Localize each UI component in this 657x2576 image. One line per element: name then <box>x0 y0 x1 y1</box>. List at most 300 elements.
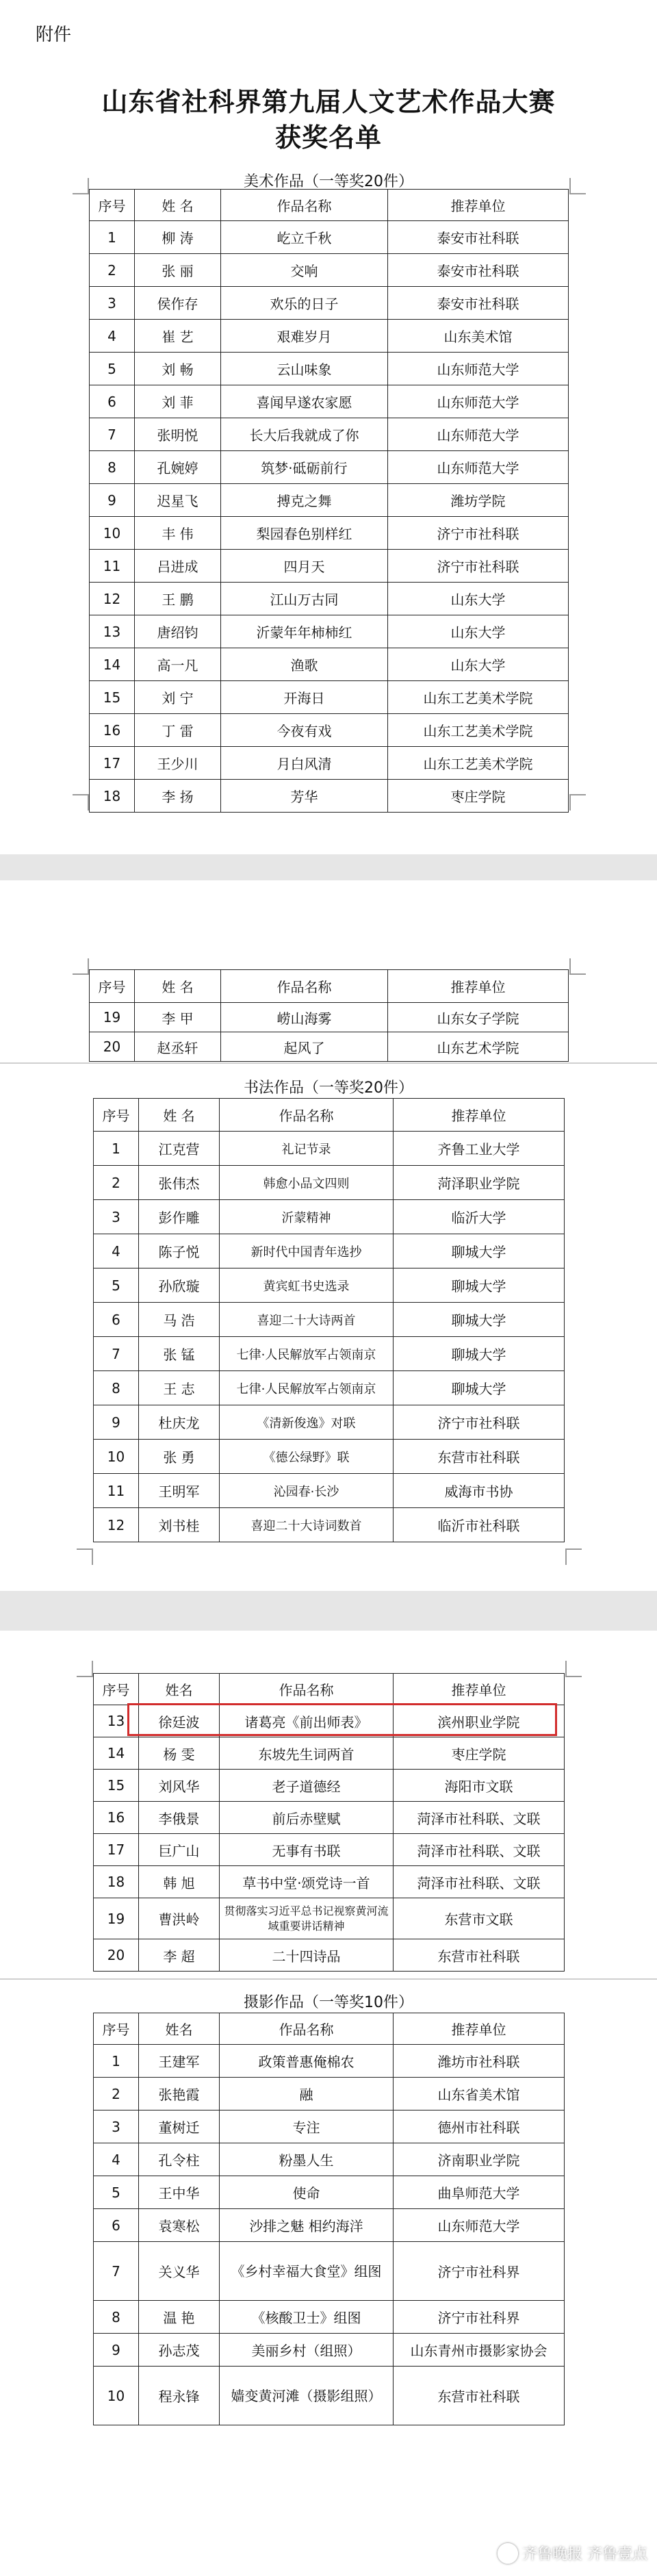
unit-cell: 泰安市社科联 <box>388 287 569 320</box>
table-header-row <box>90 970 569 1003</box>
document-subtitle: 获奖名单 <box>274 123 382 153</box>
document-page-3 <box>0 1631 657 2576</box>
seq-cell: 16 <box>94 1802 139 1834</box>
name-cell: 崔 艺 <box>135 320 221 353</box>
unit-cell: 菏泽市社科联、文联 <box>394 1834 565 1866</box>
crop-mark <box>73 958 89 975</box>
unit-cell: 山东师范大学 <box>388 353 569 385</box>
work-cell: 融 <box>220 2078 394 2110</box>
seq-cell: 13 <box>94 1705 139 1737</box>
table-row <box>94 2209 565 2242</box>
work-cell: 筑梦·砥砺前行 <box>221 451 388 484</box>
unit-cell: 菏泽市社科联、文联 <box>394 1802 565 1834</box>
unit-cell: 菏泽职业学院 <box>394 1166 565 1200</box>
crop-mark <box>569 794 586 811</box>
annex-label: 附件 <box>36 25 72 45</box>
name-cell: 王建军 <box>139 2045 220 2078</box>
name-cell: 张明悦 <box>135 418 221 451</box>
work-cell: 芳华 <box>221 780 388 813</box>
seq-cell: 3 <box>94 2110 139 2143</box>
work-cell: 《德公绿野》联 <box>220 1440 394 1474</box>
seq-cell: 7 <box>94 1337 139 1371</box>
name-cell: 张伟杰 <box>139 1166 220 1200</box>
table-row <box>90 714 569 747</box>
table-header-row <box>94 1674 565 1705</box>
work-cell: 《乡村幸福大食堂》组图 <box>220 2242 394 2301</box>
table-row <box>94 1834 565 1866</box>
name-cell: 董树迁 <box>139 2110 220 2143</box>
name-cell: 张 丽 <box>135 254 221 287</box>
seq-cell: 12 <box>90 583 135 615</box>
work-cell: 艰难岁月 <box>221 320 388 353</box>
unit-cell: 山东大学 <box>388 648 569 681</box>
work-cell: 美丽乡村（组照） <box>220 2334 394 2367</box>
table-row <box>90 385 569 418</box>
seq-cell: 14 <box>94 1737 139 1770</box>
header-unit: 推荐单位 <box>394 2013 565 2045</box>
table-row <box>94 1303 565 1337</box>
seq-cell: 2 <box>94 1166 139 1200</box>
name-cell: 李俄景 <box>139 1802 220 1834</box>
table-row <box>94 1268 565 1303</box>
table-row <box>94 1770 565 1802</box>
header-unit: 推荐单位 <box>388 190 569 221</box>
unit-cell: 济宁市社科联 <box>388 550 569 583</box>
work-cell: 沂蒙年年柿柿红 <box>221 615 388 648</box>
work-cell: 喜迎二十大诗两首 <box>220 1303 394 1337</box>
page-divider-line <box>0 1062 657 1064</box>
seq-cell: 15 <box>94 1770 139 1802</box>
seq-cell: 8 <box>94 2301 139 2334</box>
document-title: 山东省社科界第九届人文艺术作品大赛 <box>101 87 556 117</box>
unit-cell: 泰安市社科联 <box>388 221 569 254</box>
seq-cell: 3 <box>90 287 135 320</box>
name-cell: 柳 涛 <box>135 221 221 254</box>
art-caption: 美术作品（一等奖20件） <box>244 173 413 190</box>
art-table-part1 <box>89 189 569 813</box>
work-cell: 粉墨人生 <box>220 2143 394 2176</box>
name-cell: 李 甲 <box>135 1003 221 1032</box>
work-cell: 喜闻早遂农家愿 <box>221 385 388 418</box>
table-row <box>94 2045 565 2078</box>
table-row <box>90 681 569 714</box>
name-cell: 侯作存 <box>135 287 221 320</box>
work-cell: 东坡先生词两首 <box>220 1737 394 1770</box>
unit-cell: 临沂大学 <box>394 1200 565 1234</box>
name-cell: 温 艳 <box>139 2301 220 2334</box>
crop-mark <box>77 1661 93 1677</box>
unit-cell: 山东师范大学 <box>394 2209 565 2242</box>
table-row <box>94 1939 565 1972</box>
header-unit: 推荐单位 <box>394 1099 565 1132</box>
work-cell: 无事有书联 <box>220 1834 394 1866</box>
table-row <box>90 451 569 484</box>
work-cell: 沙排之魅 相约海洋 <box>220 2209 394 2242</box>
header-work: 作品名称 <box>220 1674 394 1705</box>
work-cell: 礼记节录 <box>220 1132 394 1166</box>
work-cell: 专注 <box>220 2110 394 2143</box>
work-cell: 开海日 <box>221 681 388 714</box>
crop-mark <box>569 958 586 975</box>
name-cell: 刘书桂 <box>139 1508 220 1542</box>
table-row <box>94 1898 565 1939</box>
table-row <box>90 1032 569 1062</box>
seq-cell: 6 <box>90 385 135 418</box>
seq-cell: 20 <box>90 1032 135 1062</box>
name-cell: 张 锰 <box>139 1337 220 1371</box>
name-cell: 王 鹏 <box>135 583 221 615</box>
header-work: 作品名称 <box>221 190 388 221</box>
unit-cell: 海阳市文联 <box>394 1770 565 1802</box>
name-cell: 吕进成 <box>135 550 221 583</box>
table-row <box>94 1234 565 1268</box>
work-cell: 渔歌 <box>221 648 388 681</box>
name-cell: 韩 旭 <box>139 1866 220 1898</box>
page-gap <box>0 854 657 880</box>
name-cell: 王中华 <box>139 2176 220 2209</box>
seq-cell: 1 <box>94 1132 139 1166</box>
watermark <box>498 2542 647 2564</box>
seq-cell: 5 <box>90 353 135 385</box>
document-page-1 <box>0 0 657 854</box>
work-cell: 月白风清 <box>221 747 388 780</box>
seq-cell: 1 <box>94 2045 139 2078</box>
work-cell: 嫱变黄河滩（摄影组照） <box>220 2367 394 2425</box>
name-cell: 丁 雷 <box>135 714 221 747</box>
table-row <box>94 2143 565 2176</box>
work-cell: 政策普惠俺棉农 <box>220 2045 394 2078</box>
unit-cell: 济南职业学院 <box>394 2143 565 2176</box>
name-cell: 张 勇 <box>139 1440 220 1474</box>
document-page-2 <box>0 880 657 1591</box>
unit-cell: 山东工艺美术学院 <box>388 747 569 780</box>
watermark-text: 齐鲁晚报 齐鲁壹点 <box>522 2546 647 2563</box>
unit-cell: 聊城大学 <box>394 1268 565 1303</box>
table-row <box>94 2301 565 2334</box>
work-cell: 沂蒙精神 <box>220 1200 394 1234</box>
unit-cell: 潍坊学院 <box>388 484 569 517</box>
seq-cell: 12 <box>94 1508 139 1542</box>
name-cell: 王少川 <box>135 747 221 780</box>
work-cell: 沁园春·长沙 <box>220 1474 394 1508</box>
unit-cell: 齐鲁工业大学 <box>394 1132 565 1166</box>
crop-mark <box>565 1548 582 1565</box>
seq-cell: 9 <box>94 2334 139 2367</box>
table-row <box>90 747 569 780</box>
table-row <box>90 517 569 550</box>
work-cell: 喜迎二十大诗词数首 <box>220 1508 394 1542</box>
name-cell: 唐绍钧 <box>135 615 221 648</box>
unit-cell: 枣庄学院 <box>394 1737 565 1770</box>
work-cell: 贯彻落实习近平总书记视察黄河流域重要讲话精神 <box>220 1898 394 1939</box>
name-cell: 张艳霞 <box>139 2078 220 2110</box>
name-cell: 孙欣璇 <box>139 1268 220 1303</box>
seq-cell: 8 <box>90 451 135 484</box>
table-row <box>90 648 569 681</box>
work-cell: 诸葛亮《前出师表》 <box>220 1705 394 1737</box>
table-row <box>94 2078 565 2110</box>
seq-cell: 18 <box>94 1866 139 1898</box>
unit-cell: 济宁市社科联 <box>388 517 569 550</box>
unit-cell: 山东艺术学院 <box>388 1032 569 1062</box>
unit-cell: 山东师范大学 <box>388 418 569 451</box>
unit-cell: 滨州职业学院 <box>394 1705 565 1737</box>
unit-cell: 聊城大学 <box>394 1371 565 1405</box>
name-cell: 刘 宁 <box>135 681 221 714</box>
seq-cell: 7 <box>94 2242 139 2301</box>
seq-cell: 17 <box>94 1834 139 1866</box>
unit-cell: 曲阜师范大学 <box>394 2176 565 2209</box>
work-cell: 草书中堂·颂党诗一首 <box>220 1866 394 1898</box>
name-cell: 王 志 <box>139 1371 220 1405</box>
name-cell: 孙志茂 <box>139 2334 220 2367</box>
unit-cell: 东营市文联 <box>394 1898 565 1939</box>
name-cell: 孔婉婷 <box>135 451 221 484</box>
unit-cell: 东营市社科联 <box>394 2367 565 2425</box>
header-name: 姓 名 <box>135 970 221 1003</box>
table-row <box>94 1337 565 1371</box>
table-row <box>94 1166 565 1200</box>
work-cell: 交响 <box>221 254 388 287</box>
name-cell: 赵丞轩 <box>135 1032 221 1062</box>
name-cell: 袁寒松 <box>139 2209 220 2242</box>
table-row <box>94 1405 565 1440</box>
name-cell: 陈子悦 <box>139 1234 220 1268</box>
seq-cell: 3 <box>94 1200 139 1234</box>
unit-cell: 山东美术馆 <box>388 320 569 353</box>
photo-caption: 摄影作品（一等奖10件） <box>244 1994 413 2011</box>
header-name: 姓 名 <box>139 1099 220 1132</box>
name-cell: 杜庆龙 <box>139 1405 220 1440</box>
work-cell: 老子道德经 <box>220 1770 394 1802</box>
work-cell: 二十四诗品 <box>220 1939 394 1972</box>
table-row <box>94 1474 565 1508</box>
table-row <box>94 1200 565 1234</box>
table-header-row <box>94 1099 565 1132</box>
table-row <box>94 1440 565 1474</box>
header-seq: 序号 <box>94 2013 139 2045</box>
work-cell: 长大后我就成了你 <box>221 418 388 451</box>
name-cell: 王明军 <box>139 1474 220 1508</box>
seq-cell: 19 <box>94 1898 139 1939</box>
unit-cell: 济宁市社科界 <box>394 2242 565 2301</box>
work-cell: 崂山海雾 <box>221 1003 388 1032</box>
work-cell: 今夜有戏 <box>221 714 388 747</box>
table-row <box>90 221 569 254</box>
name-cell: 杨 雯 <box>139 1737 220 1770</box>
name-cell: 刘 菲 <box>135 385 221 418</box>
header-unit: 推荐单位 <box>388 970 569 1003</box>
seq-cell: 11 <box>90 550 135 583</box>
calligraphy-table-part1 <box>93 1098 565 1542</box>
seq-cell: 1 <box>90 221 135 254</box>
seq-cell: 4 <box>90 320 135 353</box>
seq-cell: 5 <box>94 1268 139 1303</box>
work-cell: 起风了 <box>221 1032 388 1062</box>
table-row <box>94 2176 565 2209</box>
name-cell: 刘 畅 <box>135 353 221 385</box>
seq-cell: 9 <box>94 1405 139 1440</box>
unit-cell: 山东大学 <box>388 615 569 648</box>
unit-cell: 山东大学 <box>388 583 569 615</box>
seq-cell: 20 <box>94 1939 139 1972</box>
name-cell: 关义华 <box>139 2242 220 2301</box>
table-row <box>90 583 569 615</box>
seq-cell: 10 <box>94 2367 139 2425</box>
unit-cell: 济宁市社科界 <box>394 2301 565 2334</box>
header-seq: 序号 <box>94 1674 139 1705</box>
work-cell: 韩愈小品文四则 <box>220 1166 394 1200</box>
name-cell: 马 浩 <box>139 1303 220 1337</box>
work-cell: 七律·人民解放军占领南京 <box>220 1371 394 1405</box>
table-row <box>90 615 569 648</box>
unit-cell: 济宁市社科联 <box>394 1405 565 1440</box>
unit-cell: 山东青州市摄影家协会 <box>394 2334 565 2367</box>
work-cell: 使命 <box>220 2176 394 2209</box>
unit-cell: 泰安市社科联 <box>388 254 569 287</box>
page-gap <box>0 1591 657 1631</box>
work-cell: 屹立千秋 <box>221 221 388 254</box>
seq-cell: 2 <box>94 2078 139 2110</box>
work-cell: 前后赤壁赋 <box>220 1802 394 1834</box>
table-row <box>90 254 569 287</box>
unit-cell: 枣庄学院 <box>388 780 569 813</box>
seq-cell: 16 <box>90 714 135 747</box>
table-row <box>94 1371 565 1405</box>
table-row <box>94 2110 565 2143</box>
table-header-row <box>94 2013 565 2045</box>
name-cell: 江克营 <box>139 1132 220 1166</box>
header-seq: 序号 <box>90 970 135 1003</box>
table-row <box>94 2367 565 2425</box>
name-cell: 巨广山 <box>139 1834 220 1866</box>
header-work: 作品名称 <box>221 970 388 1003</box>
work-cell: 新时代中国青年选抄 <box>220 1234 394 1268</box>
unit-cell: 山东省美术馆 <box>394 2078 565 2110</box>
crop-mark <box>73 794 89 811</box>
seq-cell: 10 <box>90 517 135 550</box>
unit-cell: 聊城大学 <box>394 1303 565 1337</box>
unit-cell: 威海市书协 <box>394 1474 565 1508</box>
seq-cell: 6 <box>94 1303 139 1337</box>
seq-cell: 14 <box>90 648 135 681</box>
seq-cell: 6 <box>94 2209 139 2242</box>
unit-cell: 临沂市社科联 <box>394 1508 565 1542</box>
unit-cell: 山东女子学院 <box>388 1003 569 1032</box>
table-row <box>94 1132 565 1166</box>
table-row <box>90 780 569 813</box>
header-name: 姓名 <box>139 1674 220 1705</box>
seq-cell: 7 <box>90 418 135 451</box>
table-row <box>90 287 569 320</box>
header-work: 作品名称 <box>220 1099 394 1132</box>
unit-cell: 山东工艺美术学院 <box>388 714 569 747</box>
seq-cell: 15 <box>90 681 135 714</box>
work-cell: 江山万古同 <box>221 583 388 615</box>
header-seq: 序号 <box>94 1099 139 1132</box>
name-cell: 迟星飞 <box>135 484 221 517</box>
crop-mark <box>77 1548 93 1565</box>
name-cell: 李 超 <box>139 1939 220 1972</box>
header-work: 作品名称 <box>220 2013 394 2045</box>
table-header-row <box>90 190 569 221</box>
work-cell: 搏克之舞 <box>221 484 388 517</box>
watermark-logo-icon <box>498 2543 518 2564</box>
seq-cell: 19 <box>90 1003 135 1032</box>
work-cell: 梨园春色别样红 <box>221 517 388 550</box>
unit-cell: 聊城大学 <box>394 1337 565 1371</box>
table-row <box>94 1802 565 1834</box>
table-row <box>90 418 569 451</box>
crop-mark <box>569 178 586 194</box>
unit-cell: 菏泽市社科联、文联 <box>394 1866 565 1898</box>
seq-cell: 8 <box>94 1371 139 1405</box>
photo-table <box>93 2013 565 2425</box>
unit-cell: 东营市社科联 <box>394 1440 565 1474</box>
table-row <box>90 484 569 517</box>
name-cell: 刘风华 <box>139 1770 220 1802</box>
seq-cell: 2 <box>90 254 135 287</box>
name-cell: 程永锋 <box>139 2367 220 2425</box>
name-cell: 徐廷波 <box>139 1705 220 1737</box>
work-cell: 云山味象 <box>221 353 388 385</box>
table-row <box>94 2242 565 2301</box>
seq-cell: 10 <box>94 1440 139 1474</box>
work-cell: 《清新俊逸》对联 <box>220 1405 394 1440</box>
name-cell: 彭作雕 <box>139 1200 220 1234</box>
unit-cell: 山东师范大学 <box>388 451 569 484</box>
highlight-box <box>127 1703 557 1736</box>
seq-cell: 17 <box>90 747 135 780</box>
work-cell: 四月天 <box>221 550 388 583</box>
name-cell: 丰 伟 <box>135 517 221 550</box>
table-row <box>94 2334 565 2367</box>
crop-mark <box>565 1661 582 1677</box>
seq-cell: 11 <box>94 1474 139 1508</box>
unit-cell: 聊城大学 <box>394 1234 565 1268</box>
table-row <box>94 1866 565 1898</box>
header-unit: 推荐单位 <box>394 1674 565 1705</box>
seq-cell: 5 <box>94 2176 139 2209</box>
work-cell: 七律·人民解放军占领南京 <box>220 1337 394 1371</box>
unit-cell: 德州市社科联 <box>394 2110 565 2143</box>
seq-cell: 9 <box>90 484 135 517</box>
seq-cell: 18 <box>90 780 135 813</box>
header-name: 姓名 <box>139 2013 220 2045</box>
name-cell: 高一凡 <box>135 648 221 681</box>
header-name: 姓 名 <box>135 190 221 221</box>
seq-cell: 13 <box>90 615 135 648</box>
work-cell: 黄宾虹书史选录 <box>220 1268 394 1303</box>
table-row <box>90 353 569 385</box>
header-seq: 序号 <box>90 190 135 221</box>
table-row <box>90 320 569 353</box>
seq-cell: 4 <box>94 2143 139 2176</box>
calligraphy-caption: 书法作品（一等奖20件） <box>244 1080 413 1097</box>
table-row <box>94 1508 565 1542</box>
unit-cell: 山东工艺美术学院 <box>388 681 569 714</box>
name-cell: 曹洪岭 <box>139 1898 220 1939</box>
unit-cell: 东营市社科联 <box>394 1939 565 1972</box>
unit-cell: 山东师范大学 <box>388 385 569 418</box>
crop-mark <box>73 178 89 194</box>
table-row <box>90 550 569 583</box>
work-cell: 《核酸卫士》组图 <box>220 2301 394 2334</box>
page-divider-line <box>0 1978 657 1980</box>
seq-cell: 4 <box>94 1234 139 1268</box>
art-table-part2 <box>89 969 569 1062</box>
name-cell: 李 扬 <box>135 780 221 813</box>
